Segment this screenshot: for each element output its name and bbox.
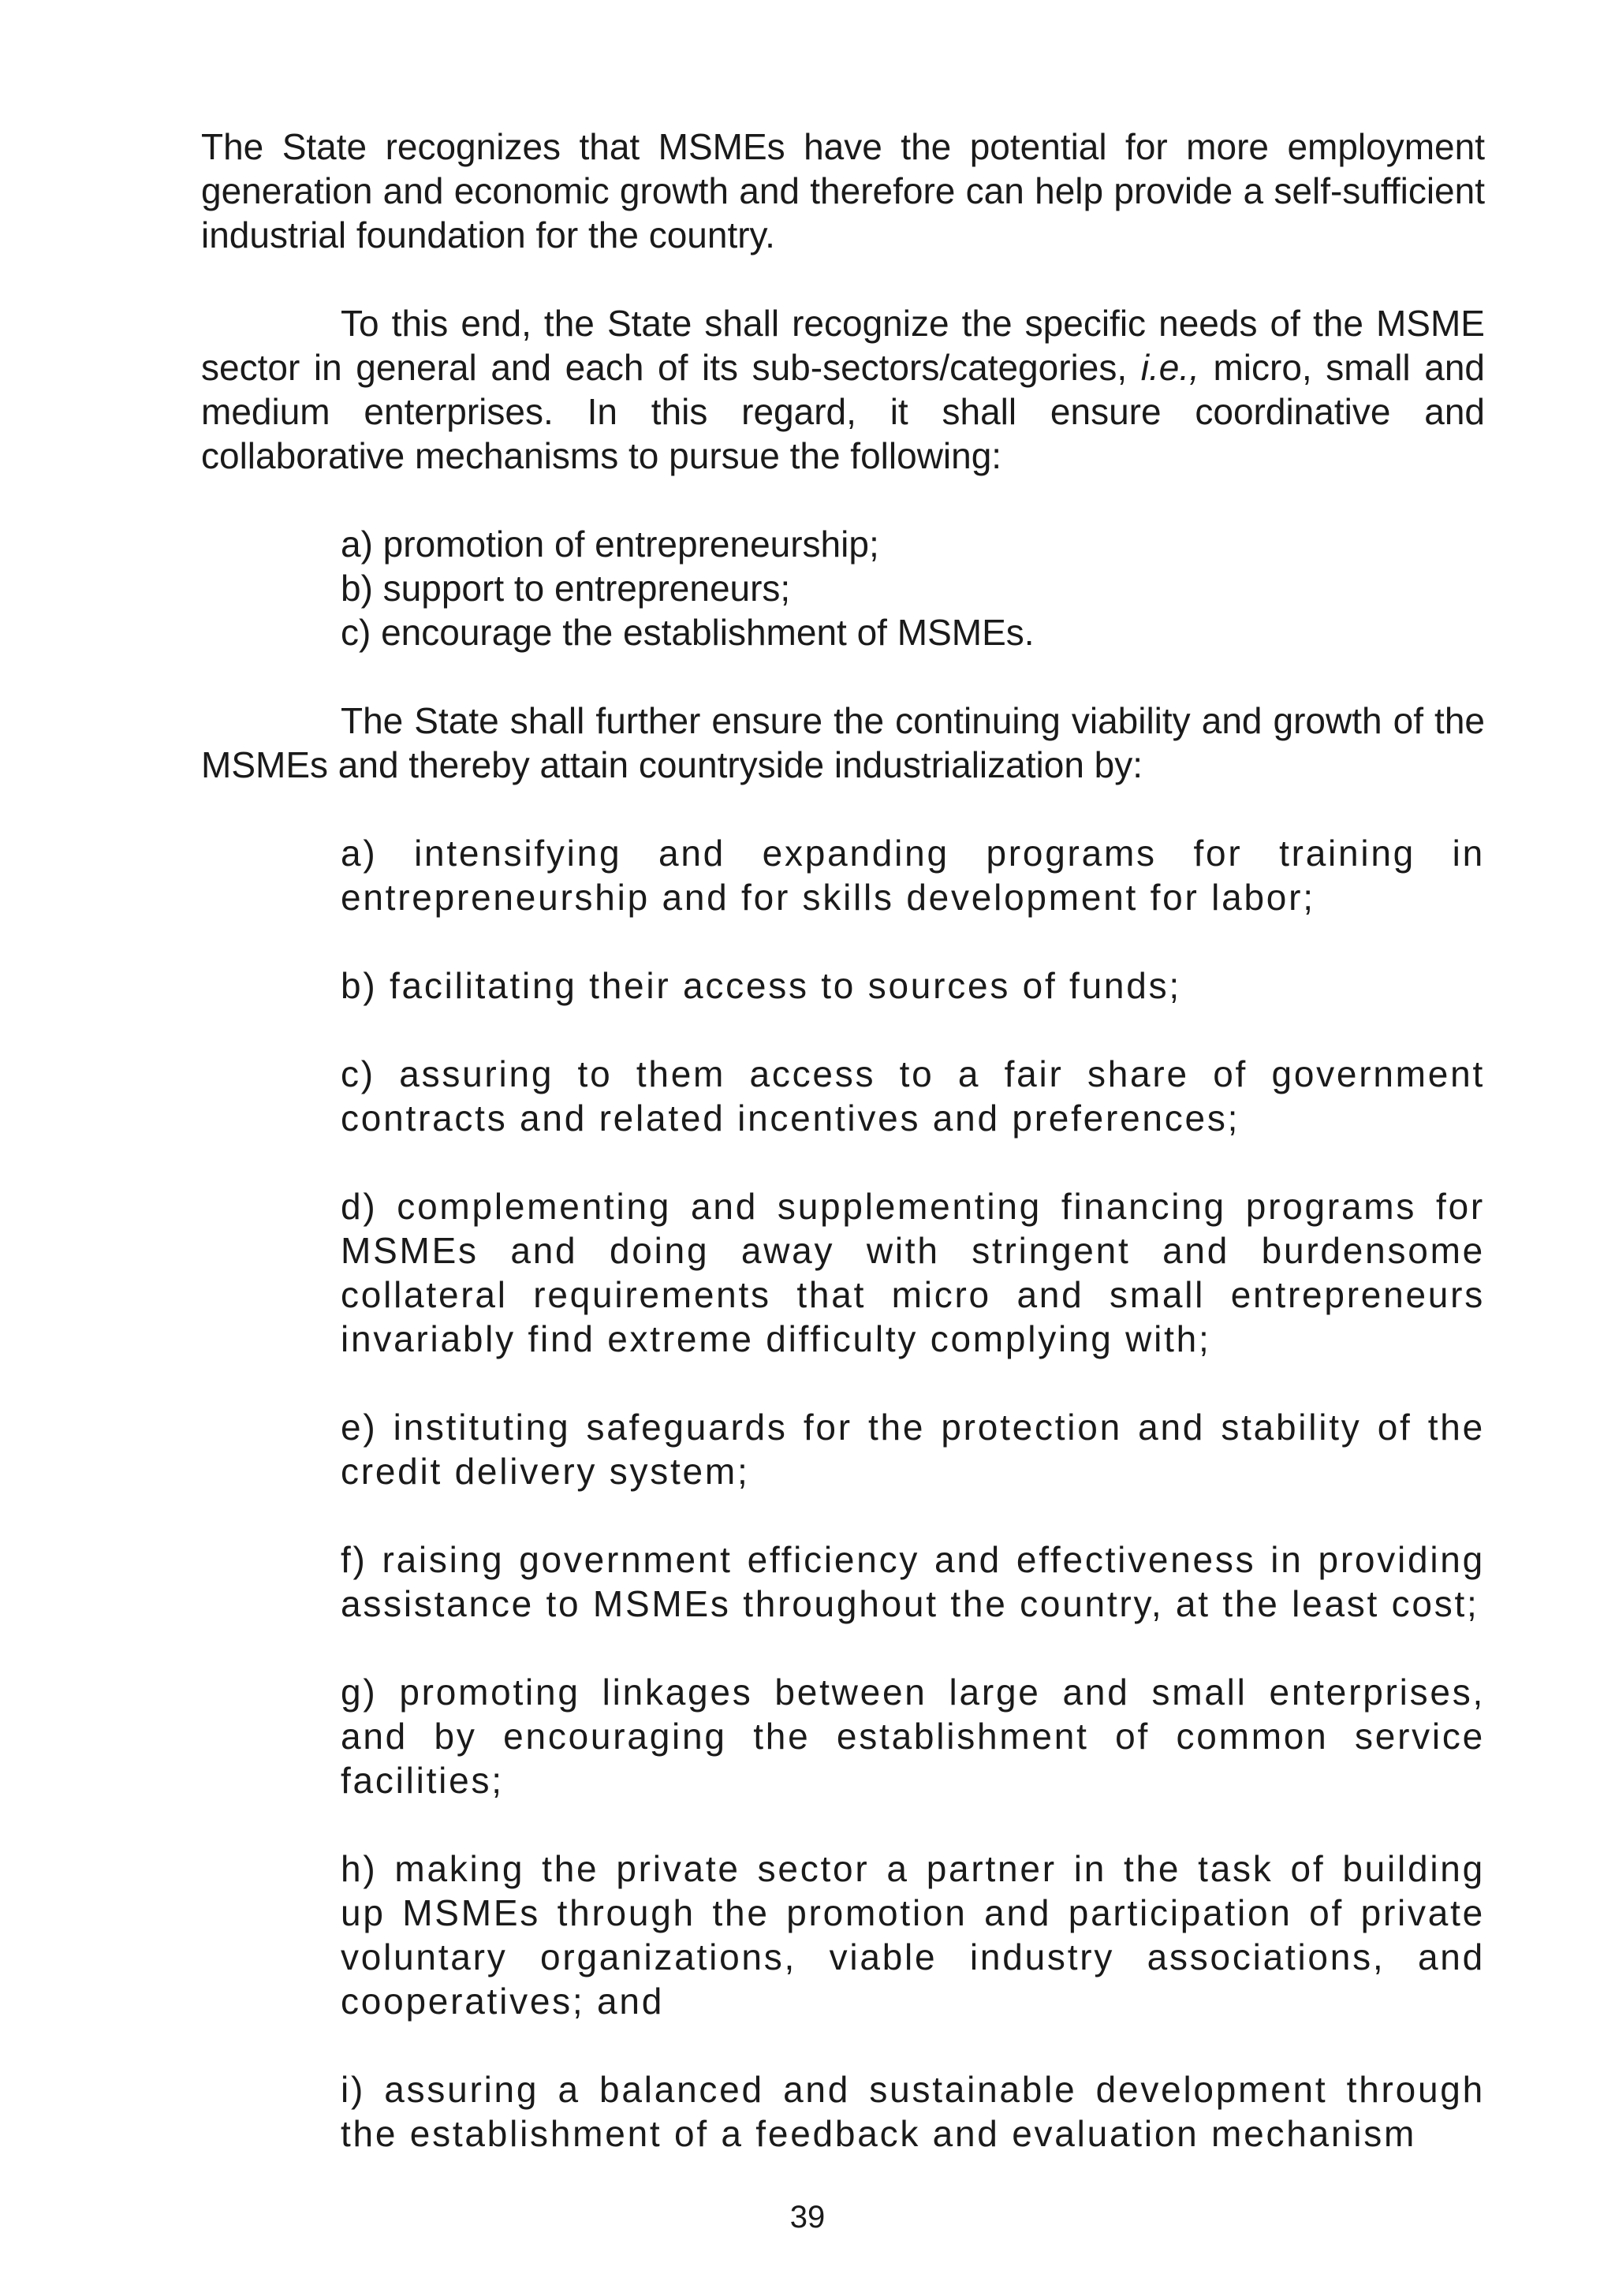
list-item: c) encourage the establishment of MSMEs. — [341, 612, 1035, 653]
list-item: h) making the private sector a partner in the task of building up MSMEs through the promotion and participation of private voluntary organizations, viable industry associations, and cooperatives; and — [341, 1848, 1485, 2022]
list-item: d) complementing and supplementing financing programs for MSMEs and doing away with stringent and burdensome collateral requirements that micro and small entrepreneurs invariably find extreme difficulty complying with; — [341, 1186, 1485, 1359]
list-item: b) support to entrepreneurs; — [341, 568, 791, 609]
list-item: g) promoting linkages between large and small enterprises, and by encouraging the establishment of common service facilities; — [341, 1672, 1485, 1801]
sector-needs-paragraph — [201, 301, 1485, 478]
list-item: a) promotion of entrepreneurship; — [341, 524, 879, 565]
list-item: e) instituting safeguards for the protection and stability of the credit delivery system; — [341, 1407, 1485, 1492]
viability-paragraph: The State shall further ensure the continuing viability and growth of the MSMEs and thereby attain countryside industrialization by: — [201, 700, 1485, 785]
list-item: i) assuring a balanced and sustainable development through the establishment of a feedback and evaluation mechanism — [341, 2069, 1485, 2154]
sector-needs-text-start: To this end, the State shall recognize the specific needs of the MSME sector in general and each of its sub-sectors/categories, — [201, 303, 1485, 388]
sector-needs-text-end: micro, small and medium enterprises. In this regard, it shall ensure coordinative and collaborative mechanisms to pursue the following: — [201, 347, 1485, 476]
mechanisms-list — [341, 522, 1485, 654]
document-page — [201, 125, 1485, 2156]
industrialization-list — [341, 831, 1485, 2156]
list-item: b) facilitating their access to sources of funds; — [341, 965, 1181, 1006]
ie-abbreviation: i.e., — [1140, 347, 1199, 388]
list-item: f) raising government efficiency and effectiveness in providing assistance to MSMEs throughout the country, at the least cost; — [341, 1539, 1485, 1624]
list-item: a) intensifying and expanding programs for training in entrepreneurship and for skills development for labor; — [341, 833, 1485, 918]
page-number: 39 — [789, 2200, 826, 2234]
list-item: c) assuring to them access to a fair share of government contracts and related incentives and preferences; — [341, 1053, 1485, 1139]
intro-paragraph: The State recognizes that MSMEs have the potential for more employment generation and economic growth and therefore can help provide a self-sufficient industrial foundation for the country. — [201, 126, 1485, 255]
